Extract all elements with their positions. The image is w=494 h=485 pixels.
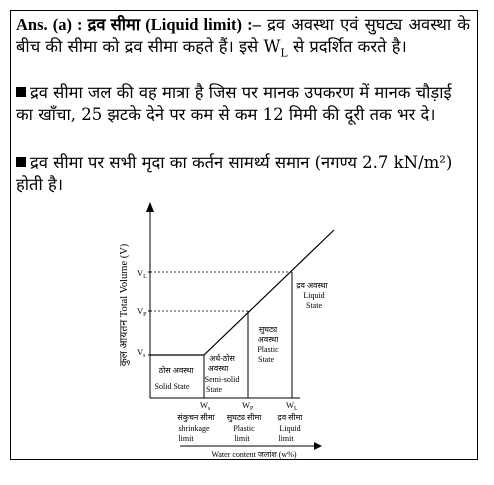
- semi-solid-hindi: अर्ध-ठोस: [209, 354, 235, 363]
- liquid-limit-english-2: limit: [278, 434, 294, 443]
- liquid-limit-subscript: L: [280, 46, 288, 60]
- bullet-1-text: द्रव सीमा जल की वह मात्रा है जिस पर मानक उपकरण में मानक चौड़ाई का खाँचा, 25 झटके देने पर कम से कम 12 मिमी की दूरी तक भर दे।: [16, 83, 452, 124]
- liquid-english-2: State: [306, 301, 322, 310]
- x-tick-wl: $W_L$: [286, 400, 298, 412]
- shrinkage-english: shrinkage: [178, 424, 210, 433]
- liquid-limit-english: Liquid: [279, 424, 301, 433]
- plastic-hindi: सुघट्य: [258, 325, 278, 334]
- y-tick-vp: $V_P$: [137, 306, 147, 318]
- y-axis-arrow-icon: [146, 202, 154, 212]
- plastic-hindi-2: अवस्था: [257, 335, 279, 344]
- answer-heading: Ans. (a) : द्रव सीमा (Liquid limit) :–: [16, 15, 261, 34]
- answer-text: द्रव अवस्था एवं सुघट्य अवस्था के बीच की सीमा को द्रव सीमा कहते हैं। इसे W: [16, 15, 471, 56]
- shrinkage-hindi: संकुचन सीमा: [177, 413, 215, 422]
- plastic-limit-english-2: limit: [234, 434, 250, 443]
- water-content-arrow-icon: [314, 442, 322, 450]
- x-tick-wp: $W_P$: [242, 400, 254, 412]
- y-tick-vs: $V_s$: [137, 347, 146, 359]
- x-axis-label: Water content जलांश (w%): [211, 450, 297, 459]
- liquid-limit-hindi: द्रव सीमा: [277, 413, 303, 422]
- solid-state-hindi: ठोस अवस्था: [158, 366, 194, 375]
- semi-solid-english-2: State: [206, 385, 222, 394]
- plastic-limit-hindi: सुघट्य सीमा: [226, 413, 262, 422]
- answer-text-end: से प्रदर्शित करते है।: [292, 37, 407, 56]
- bullet-2-text: द्रव सीमा पर सभी मृदा का कर्तन सामर्थ्य समान (नगण्य 2.7 kN/m²) होती है।: [16, 153, 453, 194]
- liquid-hindi: द्रव अवस्था: [296, 281, 328, 290]
- liquid-english: Liquid: [303, 291, 325, 300]
- y-tick-vl: $V_L$: [137, 268, 147, 280]
- y-axis-label: कुल आयतन Total Volume (V): [119, 243, 130, 367]
- plastic-limit-english: Plastic: [233, 424, 255, 433]
- semi-solid-english: Semi-solid: [204, 375, 240, 384]
- plastic-english: Plastic: [257, 345, 279, 354]
- x-tick-ws: $W_s$: [200, 400, 211, 412]
- solid-state-english: Solid State: [154, 382, 190, 391]
- semi-solid-hindi-2: अवस्था: [207, 364, 229, 373]
- plastic-english-2: State: [258, 355, 274, 364]
- shrinkage-english-2: limit: [178, 434, 194, 443]
